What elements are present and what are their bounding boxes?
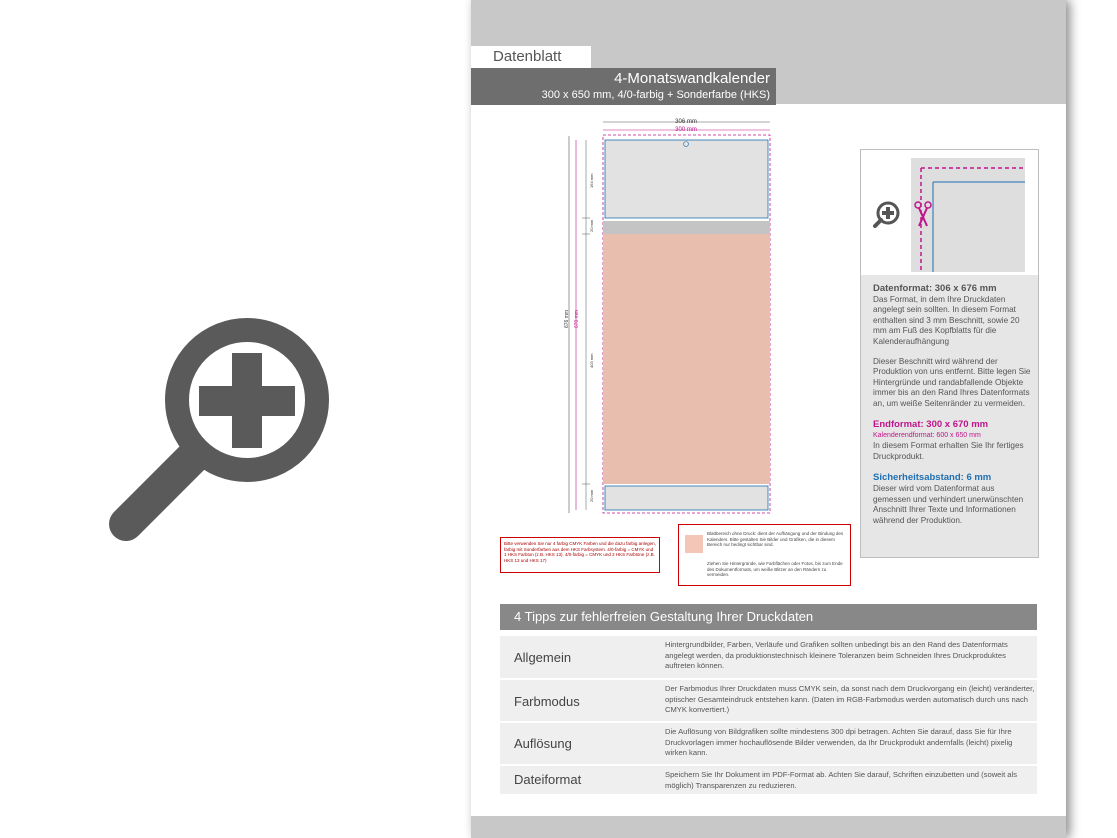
height-outer-label: 676 mm xyxy=(564,309,570,328)
height-inner-label: 670 mm xyxy=(574,309,580,328)
format-info-box xyxy=(860,149,1039,558)
product-subtitle: 300 x 650 mm, 4/0-farbig + Sonderfarbe (HKS) xyxy=(541,89,770,101)
tip-row-dateiformat xyxy=(500,766,1037,794)
zoom-in-icon[interactable] xyxy=(104,318,356,555)
endformat-text: In diesem Format erhalten Sie Ihr fertiges Druckprodukt. xyxy=(873,441,1024,461)
product-title: 4-Monatswandkalender xyxy=(614,70,770,87)
datenformat-title: Datenformat: 306 x 676 mm xyxy=(873,283,997,294)
footer-band xyxy=(471,816,1066,838)
beschnitt-text: Dieser Beschnitt wird während der Produktion von uns entfernt. Bitte legen Sie Hintergründe und randabfallende Objekte immer bis an den Rand Ihres Datenformats an, um weiße Seitenränder zu vermeiden. xyxy=(873,357,1031,408)
corner-preview xyxy=(861,150,1038,275)
calendar-drawing xyxy=(566,118,781,523)
dim-outer-label: 306 mm xyxy=(675,119,697,125)
title-bar xyxy=(471,68,776,105)
dim-inner-label: 300 mm xyxy=(675,127,697,133)
tip-row-farbmodus xyxy=(500,680,1037,721)
tip-label: Allgemein xyxy=(514,650,572,665)
tip-label: Farbmodus xyxy=(514,694,580,709)
tip-row-allgemein xyxy=(500,636,1037,678)
tip-desc: Speichern Sie Ihr Dokument im PDF-Format ab. Achten Sie darauf, Schriften einzubetten und (soweit als möglich) Transparenzen zu reduzieren. xyxy=(665,770,1018,790)
sicherheit-text: Dieser wird vom Datenformat aus gemessen und verhindert unerwünschten Anschnitt Ihrer Texte und Informationen während der Produktion. xyxy=(873,484,1024,525)
datasheet-tab: Datenblatt xyxy=(471,46,591,68)
datasheet-page xyxy=(471,0,1066,838)
format-info-text xyxy=(873,283,1033,536)
foot-section-label: 20 mm xyxy=(589,489,594,502)
tip-desc: Die Auflösung von Bildgrafiken sollte mindestens 300 dpi betragen. Achten Sie darauf, dass Sie für Ihre Druckvorlagen immer hochauflösende Bilder verwenden, da Ihr Druckprodukt andernfalls (leicht) pixelig wirken kann. xyxy=(665,727,1013,758)
strip-section-label: 20 mm xyxy=(589,219,594,232)
color-note: Bitte verwenden Sie nur 4 farbig CMYK Farben und die dazu farbig anlegen, farbig mit Sonderfarben aus dem HKS Farbsystem. 4/0-farbig = CMYK und 1 HKS Farbton (z.B. HKS 13). 4/0-farbig = CMYK und 2 HKS Farbtöne (z.B. HKS 13 und HKS 17) xyxy=(500,537,660,573)
tip-desc: Hintergrundbilder, Farben, Verläufe und Grafiken sollten unbedingt bis an den Rand des Datenformats angelegt werden, da produktionstechnisch kleinere Toleranzen beim Schneiden Ihres Druckproduktes auftreten können. xyxy=(665,640,1008,671)
tip-row-aufloesung xyxy=(500,723,1037,764)
tips-header: 4 Tipps zur fehlerfreien Gestaltung Ihrer Druckdaten xyxy=(500,604,1037,630)
tip-label: Dateiformat xyxy=(514,772,582,787)
salmon-swatch xyxy=(685,535,703,553)
tip-desc: Der Farbmodus Ihrer Druckdaten muss CMYK sein, da sonst nach dem Druckvorgang ein (leicht) veränderter, optischer Gesamteindruck entstehen kann. (Daten im RGB-Farbmodus werden automatisch durch uns nach CMYK konvertiert.) xyxy=(665,684,1035,715)
endformat-sub: Kalenderendformat: 600 x 650 mm xyxy=(873,432,981,440)
magnifier-icon xyxy=(875,203,898,226)
area-note-text-2: Ziehen Sie Hintergründe, wie Farbflächen oder Fotos, bis zum Ende des Dokumentformats, um weiße Blitzer an den Rändern zu vermeiden. xyxy=(707,561,843,577)
body-section-label: 403 mm xyxy=(589,353,594,368)
endformat-title: Endformat: 300 x 670 mm xyxy=(873,419,989,431)
area-note xyxy=(678,524,851,586)
tip-label: Auflösung xyxy=(514,736,572,751)
sicherheit-title: Sicherheitsabstand: 6 mm xyxy=(873,472,992,484)
datenformat-text: Das Format, in dem Ihre Druckdaten angelegt sein sollten. In diesem Format enthalten sind 3 mm Beschnitt, sowie 20 mm am Fuß des Kopfblatts für die Kalenderaufhängung xyxy=(873,295,1020,346)
top-section-label: 164 mm xyxy=(589,173,594,188)
area-note-text-1: Blattbereich ohne Druck: dient der Aufhängung und der Bindung des Kalenders. Bitte gestalten Sie Bilder und Grafiken, die in diesem Bereich nur bedingt sichtbar sind. xyxy=(707,531,844,547)
